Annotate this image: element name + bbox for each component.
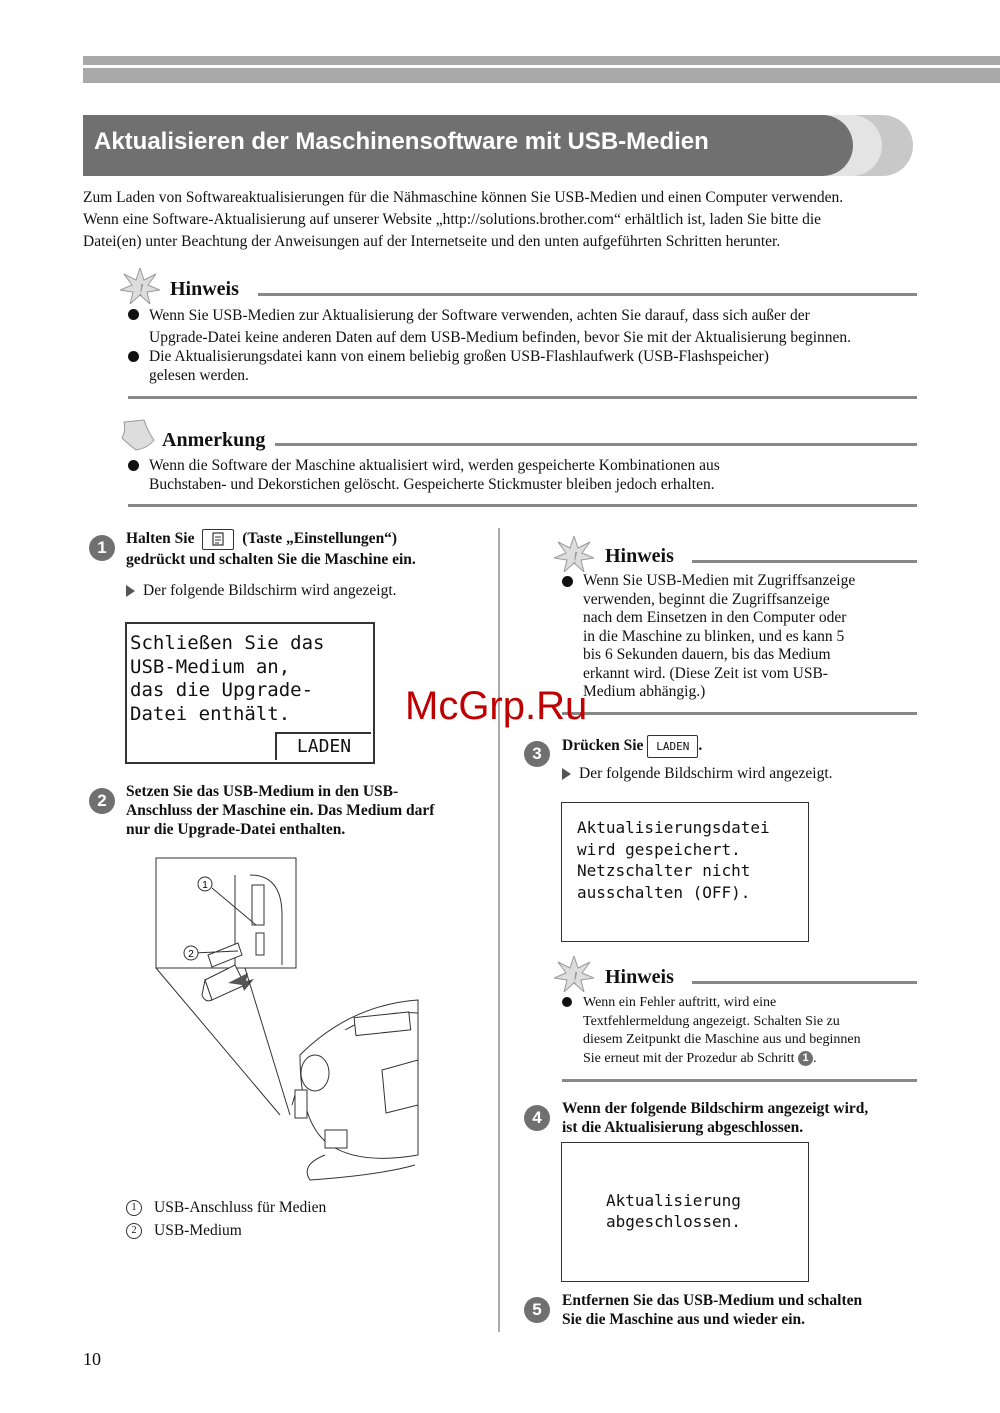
laden-key: LADEN (647, 735, 698, 758)
list-item-line (583, 1050, 922, 1069)
list-item-text: . (813, 1050, 817, 1066)
list-item-line: Die Aktualisierungsdatei kann von einem beliebig großen USB-Flashlaufwerk (USB-Flashspeicher) (149, 348, 769, 365)
lcd-line: das die Upgrade- (130, 679, 314, 701)
anmerkung-bottom-rule (128, 504, 917, 507)
svg-text:!: ! (572, 548, 578, 568)
list-item-line: erkannt wird. (Diese Zeit ist vom USB- (583, 664, 828, 682)
list-item-line: bis 6 Sekunden dauern, bis das Medium (583, 646, 831, 663)
step-5-instruction (562, 1291, 862, 1329)
lcd-line: Aktualisierungsdatei (577, 818, 770, 837)
step-5-line: Entfernen Sie das USB-Medium und schalten (562, 1292, 863, 1309)
step-3-text-post: . (698, 737, 703, 755)
svg-text:!: ! (572, 968, 578, 988)
step-2-line: Setzen Sie das USB-Medium in den USB- (126, 783, 399, 800)
settings-key-icon (202, 529, 234, 550)
step-number-5: 5 (524, 1297, 550, 1323)
list-item (128, 456, 928, 494)
step-4-instruction (562, 1099, 868, 1137)
step-number-3: 3 (524, 741, 550, 767)
list-item-line: nach dem Einsetzen in den Computer oder (583, 609, 847, 626)
list-item-line: Wenn die Software der Maschine aktualisiert wird, werden gespeicherte Kombinationen aus (149, 457, 720, 474)
hinweis-rule (692, 981, 917, 984)
column-divider (498, 528, 500, 1332)
step-number-1: 1 (89, 535, 115, 561)
lcd-screen-step3 (561, 802, 809, 942)
step-1-result-text: Der folgende Bildschirm wird angezeigt. (143, 582, 397, 599)
bullet-icon (128, 309, 139, 320)
hinweis-rule (692, 560, 917, 563)
step-3-text-pre: Drücken Sie (562, 737, 644, 755)
step-2-line: Anschluss der Maschine ein. Das Medium darf (126, 802, 435, 819)
bullet-icon (562, 576, 573, 587)
caption-number: 2 (126, 1223, 142, 1239)
intro-line: Datei(en) unter Beachtung der Anweisungen auf der Internetseite und den unten aufgeführten Schritten herunter. (83, 233, 781, 250)
page-number: 10 (83, 1349, 101, 1369)
callout-1-label: 1 (202, 880, 208, 891)
step-3-result-text: Der folgende Bildschirm wird angezeigt. (579, 765, 833, 782)
step-1-text-post: (Taste „Einstellungen“) (242, 530, 398, 548)
page-title: Aktualisieren der Maschinensoftware mit USB-Medien (94, 128, 709, 155)
laden-button[interactable]: LADEN (275, 732, 371, 760)
lcd-line: USB-Medium an, (130, 655, 291, 678)
step-2-instruction (126, 782, 434, 839)
intro-line: Zum Laden von Softwareaktualisierungen für die Nähmaschine können Sie USB-Medien und einen Computer verwenden. (83, 189, 844, 206)
hinweis-bottom-rule (128, 396, 917, 399)
hinweis-heading: Hinweis (170, 278, 239, 300)
intro-paragraph (83, 187, 988, 253)
callout-2-label: 2 (188, 949, 194, 960)
caption-item (126, 1222, 242, 1240)
hinweis-star-icon (554, 536, 594, 572)
step-1-text-pre: Halten Sie (126, 530, 195, 548)
anmerkung-rule (275, 443, 917, 446)
step-1-instruction (126, 529, 416, 569)
caption-text: USB-Medium (154, 1222, 242, 1239)
list-item-line: Buchstaben- und Dekorstichen gelöscht. Gespeicherte Stickmuster bleiben jedoch erhalten. (149, 476, 715, 493)
lcd-screen-step4 (561, 1142, 809, 1282)
list-item-line: in die Maschine zu blinken, und es kann 5 (583, 627, 845, 645)
list-item-line: gelesen werden. (149, 367, 249, 384)
step-4-line: Wenn der folgende Bildschirm angezeigt wird, (562, 1100, 869, 1117)
step-2-line: nur die Upgrade-Datei enthalten. (126, 821, 346, 838)
list-item (128, 347, 928, 385)
caption-number: 1 (126, 1200, 142, 1216)
step-1-text-line2: gedrückt und schalten Sie die Maschine ein. (126, 551, 416, 568)
list-item-line: Wenn ein Fehler auftritt, wird eine (583, 995, 777, 1010)
list-item-line: verwenden, beginnt die Zugriffsanzeige (583, 590, 830, 608)
step-number-4: 4 (524, 1105, 550, 1131)
arrow-icon (126, 585, 135, 597)
hinweis-heading: Hinweis (605, 966, 674, 988)
list-item-line: Textfehlermeldung angezeigt. Schalten Sie zu (583, 1013, 840, 1029)
list-item-line: Wenn Sie USB-Medien mit Zugriffsanzeige (583, 572, 856, 589)
lcd-line: abgeschlossen. (606, 1212, 741, 1231)
usb-port-illustration (150, 855, 425, 1195)
hinweis-star-icon (554, 956, 594, 992)
lcd-line: ausschalten (OFF). (577, 882, 751, 902)
svg-text:!: ! (138, 280, 144, 300)
sewing-machine-drawing (292, 1000, 418, 1180)
list-item-line: Upgrade-Datei keine anderen Daten auf dem USB-Medium befinden, bevor Sie mit der Aktualisierung beginnen. (149, 329, 852, 346)
step-4-line: ist die Aktualisierung abgeschlossen. (562, 1119, 804, 1136)
hinweis-star-icon (120, 268, 160, 304)
arrow-icon (562, 768, 571, 780)
list-item (128, 305, 928, 349)
step-number-2: 2 (89, 788, 115, 814)
caption-text: USB-Anschluss für Medien (154, 1199, 327, 1216)
caption-item (126, 1199, 326, 1217)
step-1-result (126, 582, 397, 600)
step-3-instruction (562, 735, 702, 758)
step-5-line: Sie die Maschine aus und wieder ein. (562, 1311, 806, 1328)
list-item-line: Medium abhängig.) (583, 683, 706, 700)
lcd-line: Datei enthält. (130, 702, 291, 725)
header-stripe (83, 56, 1000, 83)
intro-line: Wenn eine Software-Aktualisierung auf unserer Website „http://solutions.brother.com“ erhältlich ist, laden Sie bitte die (83, 211, 822, 228)
lcd-line: Netzschalter nicht (577, 861, 751, 880)
watermark: McGrp.Ru (405, 684, 588, 728)
anmerkung-heading: Anmerkung (162, 429, 266, 451)
lcd-screen-step1 (125, 622, 375, 764)
step-ref-badge: 1 (798, 1051, 813, 1066)
lcd-line: Aktualisierung (606, 1191, 741, 1210)
list-item-line: Wenn Sie USB-Medien zur Aktualisierung der Software verwenden, achten Sie darauf, dass sich außer der (149, 307, 810, 324)
list-item (562, 994, 922, 1068)
hinweis-heading: Hinweis (605, 545, 674, 567)
step-3-result (562, 765, 833, 783)
hinweis-bottom-rule (562, 1079, 917, 1082)
bullet-icon (562, 997, 572, 1007)
anmerkung-bell-icon (118, 418, 156, 452)
lcd-line: Schließen Sie das (130, 632, 325, 654)
hinweis-bottom-rule (562, 712, 917, 715)
bullet-icon (128, 351, 139, 362)
list-item (562, 572, 922, 702)
bullet-icon (128, 460, 139, 471)
list-item-text: Sie erneut mit der Prozedur ab Schritt (583, 1050, 795, 1066)
hinweis-rule (258, 293, 917, 296)
lcd-line: wird gespeichert. (577, 839, 741, 859)
list-item-line: diesem Zeitpunkt die Maschine aus und beginnen (583, 1032, 861, 1047)
